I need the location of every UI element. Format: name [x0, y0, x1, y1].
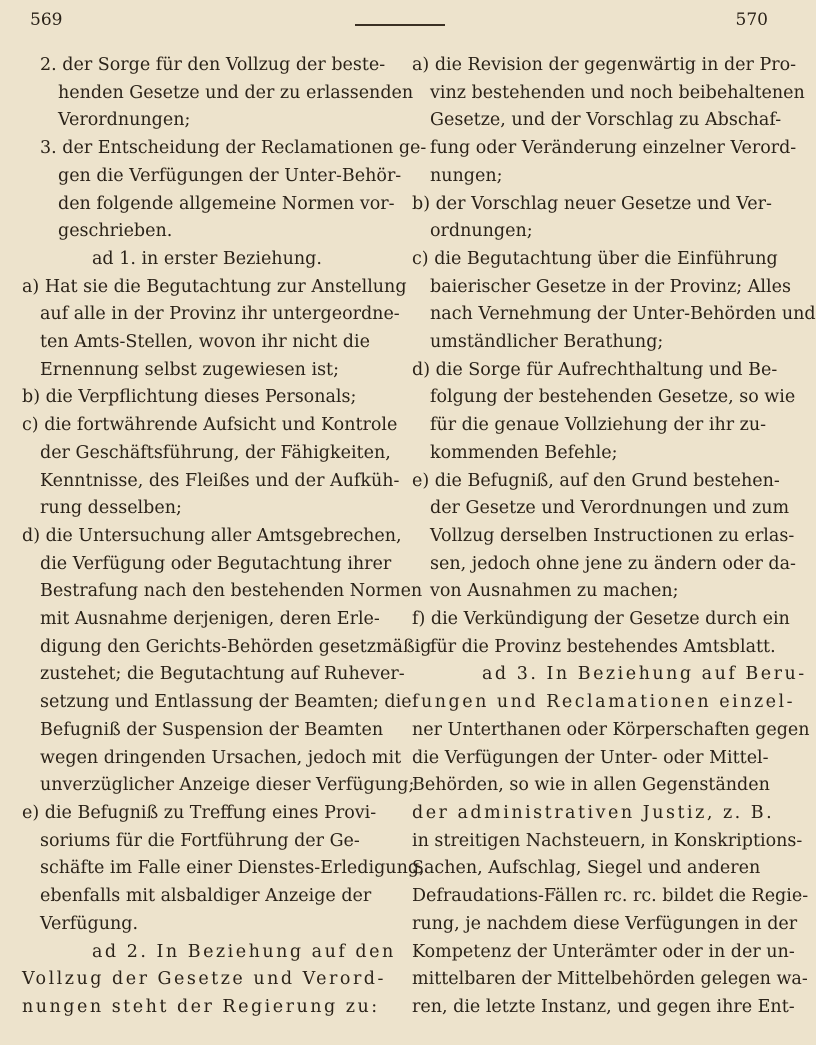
- text-line: nungen;: [430, 165, 503, 186]
- text-line: für die genaue Vollziehung der ihr zu-: [430, 415, 767, 436]
- text-line: schäfte im Falle einer Dienstes-Erledigung,: [40, 858, 425, 879]
- text-line: zustehet; die Begutachtung auf Ruhever-: [40, 664, 405, 685]
- text-line: rung desselben;: [40, 498, 182, 519]
- text-line: 3. der Entscheidung der Reclamationen ge-: [40, 138, 427, 159]
- text-line: d) die Untersuchung aller Amtsgebrechen,: [22, 525, 402, 546]
- text-line: in streitigen Nachsteuern, in Konskriptions-: [412, 830, 803, 851]
- text-line: folgung der bestehenden Gesetze, so wie: [430, 387, 796, 408]
- text-line: der Gesetze und Verordnungen und zum: [430, 498, 790, 519]
- text-line: nach Vernehmung der Unter-Behörden und: [430, 304, 816, 325]
- text-line: nungen steht der Regierung zu:: [22, 996, 380, 1017]
- text-line: ad 1. in erster Beziehung.: [92, 248, 322, 269]
- text-line: digung den Gerichts-Behörden gesetzmäßig: [40, 636, 432, 657]
- text-line: gen die Verfügungen der Unter-Behör-: [58, 165, 402, 186]
- page-header: [0, 6, 800, 36]
- text-line: henden Gesetze und der zu erlassenden: [58, 82, 414, 103]
- text-line: ren, die letzte Instanz, und gegen ihre Ent-: [412, 996, 795, 1017]
- text-line: Behörden, so wie in allen Gegenständen: [412, 775, 770, 796]
- text-line: Verordnungen;: [58, 110, 191, 131]
- text-line: e) die Befugniß zu Treffung eines Provi-: [22, 802, 377, 823]
- text-line: Defraudations-Fällen rc. rc. bildet die Regie-: [412, 886, 809, 907]
- text-line: ad 2. In Beziehung auf den: [92, 941, 396, 962]
- text-line: vinz bestehenden und noch beibehaltenen: [430, 82, 805, 103]
- text-line: Kenntnisse, des Fleißes und der Aufküh-: [40, 470, 400, 491]
- text-line: ner Unterthanen oder Körperschaften gegen: [412, 719, 810, 740]
- text-line: fungen und Reclamationen einzel-: [412, 692, 796, 713]
- text-line: Kompetenz der Unterämter oder in der un-: [412, 941, 795, 962]
- text-line: c) die Begutachtung über die Einführung: [412, 248, 778, 269]
- text-line: b) der Vorschlag neuer Gesetze und Ver-: [412, 193, 772, 214]
- text-line: geschrieben.: [58, 221, 173, 242]
- text-line: unverzüglicher Anzeige dieser Verfügung;: [40, 775, 415, 796]
- right-column: [412, 52, 816, 1022]
- text-line: ebenfalls mit alsbaldiger Anzeige der: [40, 886, 372, 907]
- text-line: die Verfügung oder Begutachtung ihrer: [40, 553, 392, 574]
- text-line: der Geschäftsführung, der Fähigkeiten,: [40, 442, 391, 463]
- text-line: fung oder Veränderung einzelner Verord-: [430, 138, 797, 159]
- text-line: soriums für die Fortführung der Ge-: [40, 830, 360, 851]
- text-line: mit Ausnahme derjenigen, deren Erle-: [40, 609, 380, 630]
- text-line: mittelbaren der Mittelbehörden gelegen wa-: [412, 969, 808, 990]
- text-line: Befugniß der Suspension der Beamten: [40, 719, 384, 740]
- text-line: Vollzug der Gesetze und Verord-: [22, 969, 386, 990]
- text-line: sen, jedoch ohne jene zu ändern oder da-: [430, 553, 796, 574]
- text-line: umständlicher Berathung;: [430, 332, 664, 353]
- text-line: e) die Befugniß, auf den Grund bestehen-: [412, 470, 780, 491]
- text-line: ad 3. In Beziehung auf Beru-: [482, 664, 807, 685]
- text-line: Vollzug derselben Instructionen zu erlas-: [430, 525, 795, 546]
- header-rule: [355, 24, 445, 26]
- text-line: Verfügung.: [40, 913, 139, 934]
- text-line: kommenden Befehle;: [430, 442, 618, 463]
- text-line: ten Amts-Stellen, wovon ihr nicht die: [40, 332, 370, 353]
- text-line: ordnungen;: [430, 221, 533, 242]
- text-line: rung, je nachdem diese Verfügungen in der: [412, 913, 798, 934]
- text-line: Gesetze, und der Vorschlag zu Abschaf-: [430, 110, 782, 131]
- left-column: [22, 52, 432, 1022]
- text-line: c) die fortwährende Aufsicht und Kontrole: [22, 415, 398, 436]
- text-line: der administrativen Justiz, z. B.: [412, 802, 775, 823]
- text-line: für die Provinz bestehendes Amtsblatt.: [430, 636, 776, 657]
- text-line: setzung und Entlassung der Beamten; die: [40, 692, 412, 713]
- text-line: Bestrafung nach den bestehenden Normen: [40, 581, 423, 602]
- text-line: wegen dringenden Ursachen, jedoch mit: [40, 747, 402, 768]
- text-line: a) Hat sie die Begutachtung zur Anstellung: [22, 276, 407, 297]
- text-line: die Verfügungen der Unter- oder Mittel-: [412, 747, 769, 768]
- text-line: d) die Sorge für Aufrechthaltung und Be-: [412, 359, 778, 380]
- text-line: von Ausnahmen zu machen;: [430, 581, 679, 602]
- text-line: b) die Verpflichtung dieses Personals;: [22, 387, 357, 408]
- left-page-number: 569: [30, 10, 63, 30]
- right-page-number: 570: [735, 10, 768, 30]
- text-line: a) die Revision der gegenwärtig in der Pro-: [412, 55, 797, 75]
- text-line: Sachen, Aufschlag, Siegel und anderen: [412, 858, 761, 879]
- text-line: Ernennung selbst zugewiesen ist;: [40, 359, 339, 380]
- text-line: f) die Verkündigung der Gesetze durch ein: [412, 609, 790, 630]
- text-line: den folgende allgemeine Normen vor-: [58, 193, 395, 214]
- text-line: baierischer Gesetze in der Provinz; Alles: [430, 276, 791, 297]
- text-line: 2. der Sorge für den Vollzug der beste-: [40, 55, 386, 75]
- text-line: auf alle in der Provinz ihr untergeordne-: [40, 304, 400, 325]
